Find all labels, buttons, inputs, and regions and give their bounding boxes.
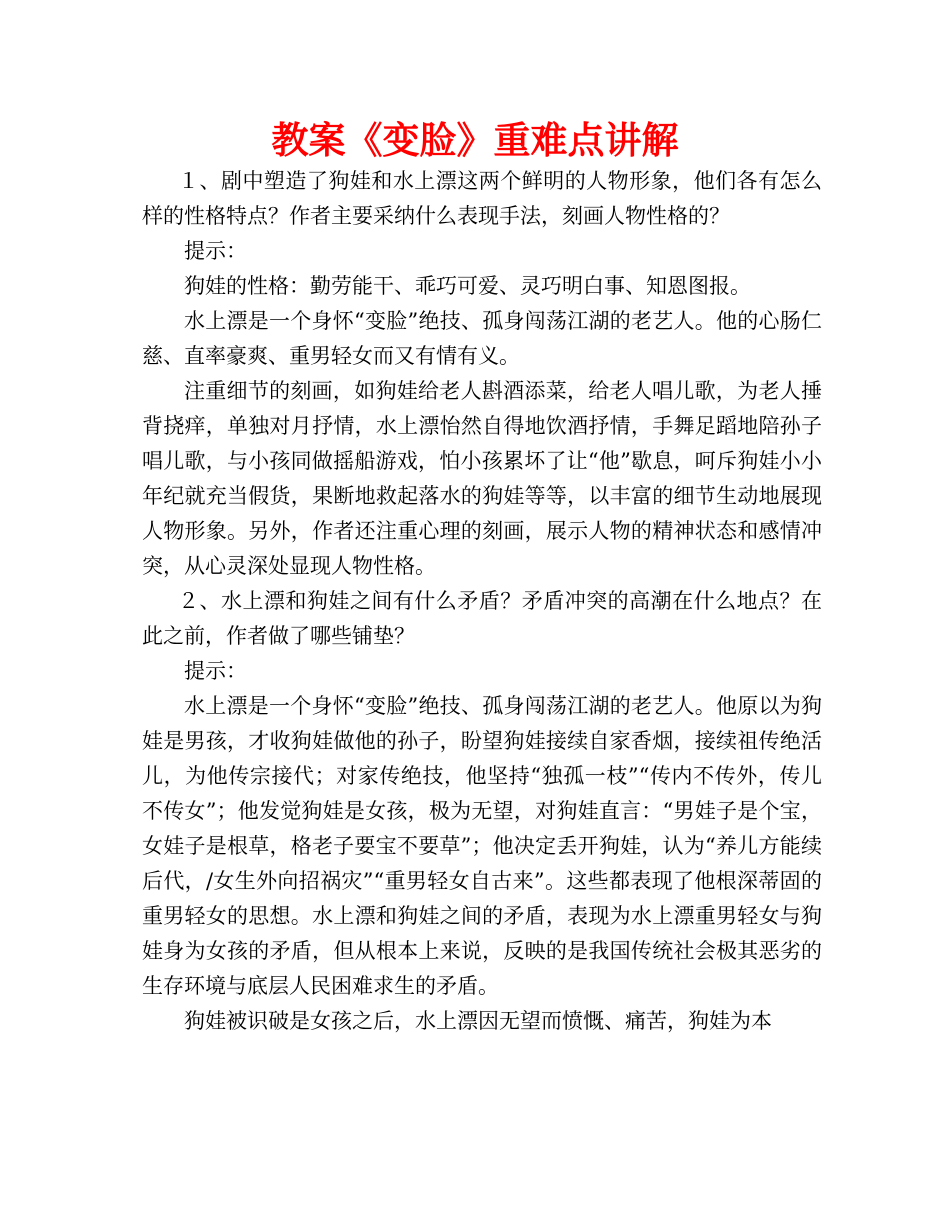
hint-label-1: 提示： bbox=[184, 239, 247, 263]
question-1: １、剧中塑造了狗娃和水上漂这两个鲜明的人物形象，他们各有怎么样的性格特点？作者主要采纳什么表现手法，刻画人物性格的？ bbox=[142, 169, 822, 228]
question-2: ２、水上漂和狗娃之间有什么矛盾？矛盾冲突的高潮在什么地点？在此之前，作者做了哪些铺垫？ bbox=[142, 589, 822, 648]
hint-label-2: 提示： bbox=[184, 659, 247, 683]
document-body bbox=[142, 164, 822, 1039]
paragraph-shuishangpiao-character: 水上漂是一个身怀“变脸”绝技、孤身闯荡江湖的老艺人。他的心肠仁慈、直率豪爽、重男轻女而又有情有义。 bbox=[142, 309, 822, 368]
paragraph-goudwa-character: 狗娃的性格：勤劳能干、乖巧可爱、灵巧明白事、知恩图报。 bbox=[184, 274, 751, 298]
paragraph-continuation: 狗娃被识破是女孩之后，水上漂因无望而愤慨、痛苦，狗娃为本 bbox=[184, 1009, 772, 1033]
paragraph-detail-techniques: 注重细节的刻画，如狗娃给老人斟酒添菜，给老人唱儿歌，为老人捶背挠痒，单独对月抒情，水上漂怡然自得地饮酒抒情，手舞足蹈地陪孙子唱儿歌，与小孩同做摇船游戏，怕小孩累坏了让“他”歇息，呵斥狗娃小小年纪就充当假货，果断地救起落水的狗娃等等，以丰富的细节生动地展现人物形象。另外，作者还注重心理的刻画，展示人物的精神状态和感情冲突，从心灵深处显现人物性格。 bbox=[142, 379, 822, 578]
document-title: 教案《变脸》重难点讲解 bbox=[271, 119, 679, 162]
paragraph-conflict-analysis: 水上漂是一个身怀“变脸”绝技、孤身闯荡江湖的老艺人。他原以为狗娃是男孩，才收狗娃做他的孙子，盼望狗娃接续自家香烟，接续祖传绝活儿，为他传宗接代；对家传绝技，他坚持“独孤一枝”“传内不传外，传儿不传女”；他发觉狗娃是女孩，极为无望，对狗娃直言：“男娃子是个宝，女娃子是根草，格老子要宝不要草”；他决定丢开狗娃，认为“养儿方能续后代，/女生外向招祸灾”“重男轻女自古来”。这些都表现了他根深蒂固的重男轻女的思想。水上漂和狗娃之间的矛盾，表现为水上漂重男轻女与狗娃身为女孩的矛盾，但从根本上来说，反映的是我国传统社会极其恶劣的生存环境与底层人民困难求生的矛盾。 bbox=[142, 694, 822, 998]
